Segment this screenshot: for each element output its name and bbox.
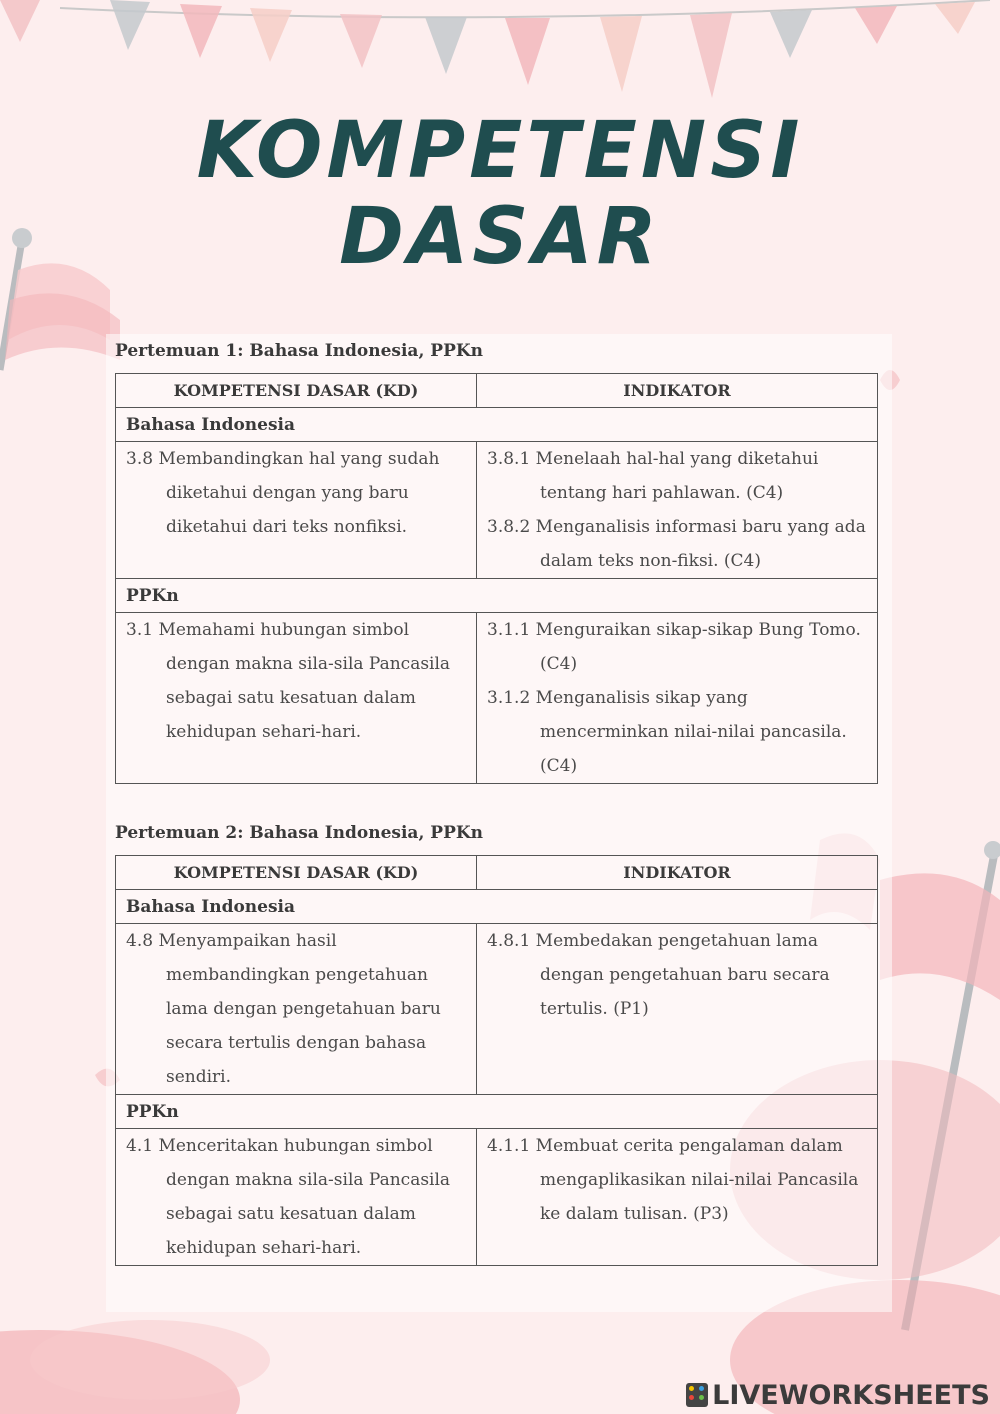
subject-row: [116, 408, 878, 442]
meeting-1-heading: Pertemuan 1: Bahasa Indonesia, PPKn: [115, 341, 483, 361]
indicator-cell: [477, 613, 878, 784]
kd-text: 3.1 Memahami hubungan simbol dengan makna sila-sila Pancasila sebagai satu kesatuan dalam kehidupan sehari-hari.: [126, 620, 451, 742]
subject-label: Bahasa Indonesia: [116, 890, 878, 924]
page-title-line-1: KOMPETENSI: [196, 106, 804, 196]
logo-text: LIVEWORKSHEETS: [712, 1379, 990, 1411]
kd-text: 4.1 Menceritakan hubungan simbol dengan makna sila-sila Pancasila sebagai satu kesatuan dalam kehidupan sehari-hari.: [126, 1136, 451, 1258]
kd-text: 4.8 Menyampaikan hasil membandingkan pengetahuan lama dengan pengetahuan baru secara tertulis dengan bahasa sendiri.: [126, 931, 441, 1087]
kd-cell: [116, 442, 477, 579]
column-header-kd: KOMPETENSI DASAR (KD): [116, 374, 477, 408]
subject-label: Bahasa Indonesia: [116, 408, 878, 442]
indicator-text: 3.1.1 Menguraikan sikap-sikap Bung Tomo. (C4): [487, 620, 861, 674]
meeting-2-heading: Pertemuan 2: Bahasa Indonesia, PPKn: [115, 823, 483, 843]
meeting-1-table: [115, 373, 878, 784]
kd-cell: [116, 1129, 477, 1266]
indicator-text: 3.1.2 Menganalisis sikap yang mencerminkan nilai-nilai pancasila. (C4): [487, 688, 847, 776]
table-row: [116, 613, 878, 784]
table-header-row: [116, 856, 878, 890]
subject-row: [116, 579, 878, 613]
indicator-cell: [477, 924, 878, 1095]
table-row: [116, 924, 878, 1095]
table-row: [116, 442, 878, 579]
table-row: [116, 1129, 878, 1266]
indicator-cell: [477, 442, 878, 579]
column-header-indikator: INDIKATOR: [477, 856, 878, 890]
indicator-text: 3.8.1 Menelaah hal-hal yang diketahui tentang hari pahlawan. (C4): [487, 449, 819, 503]
subject-label: PPKn: [116, 1095, 878, 1129]
kd-text: 3.8 Membandingkan hal yang sudah diketahui dengan yang baru diketahui dari teks nonfiksi.: [126, 449, 440, 537]
indicator-cell: [477, 1129, 878, 1266]
liveworksheets-badge-icon: [686, 1383, 708, 1407]
indicator-text: 4.8.1 Membedakan pengetahuan lama dengan pengetahuan baru secara tertulis. (P1): [487, 931, 830, 1019]
subject-row: [116, 1095, 878, 1129]
indicator-text: 4.1.1 Membuat cerita pengalaman dalam mengaplikasikan nilai-nilai Pancasila ke dalam tulisan. (P3): [487, 1136, 859, 1224]
kd-cell: [116, 924, 477, 1095]
page-title-line-2: DASAR: [339, 192, 661, 282]
column-header-kd: KOMPETENSI DASAR (KD): [116, 856, 477, 890]
table-header-row: [116, 374, 878, 408]
indicator-text: 3.8.2 Menganalisis informasi baru yang ada dalam teks non-fiksi. (C4): [487, 517, 866, 571]
bunting-flags: [0, 0, 975, 98]
column-header-indikator: INDIKATOR: [477, 374, 878, 408]
kd-cell: [116, 613, 477, 784]
meeting-2-table: [115, 855, 878, 1266]
subject-label: PPKn: [116, 579, 878, 613]
liveworksheets-logo[interactable]: [686, 1380, 990, 1410]
subject-row: [116, 890, 878, 924]
